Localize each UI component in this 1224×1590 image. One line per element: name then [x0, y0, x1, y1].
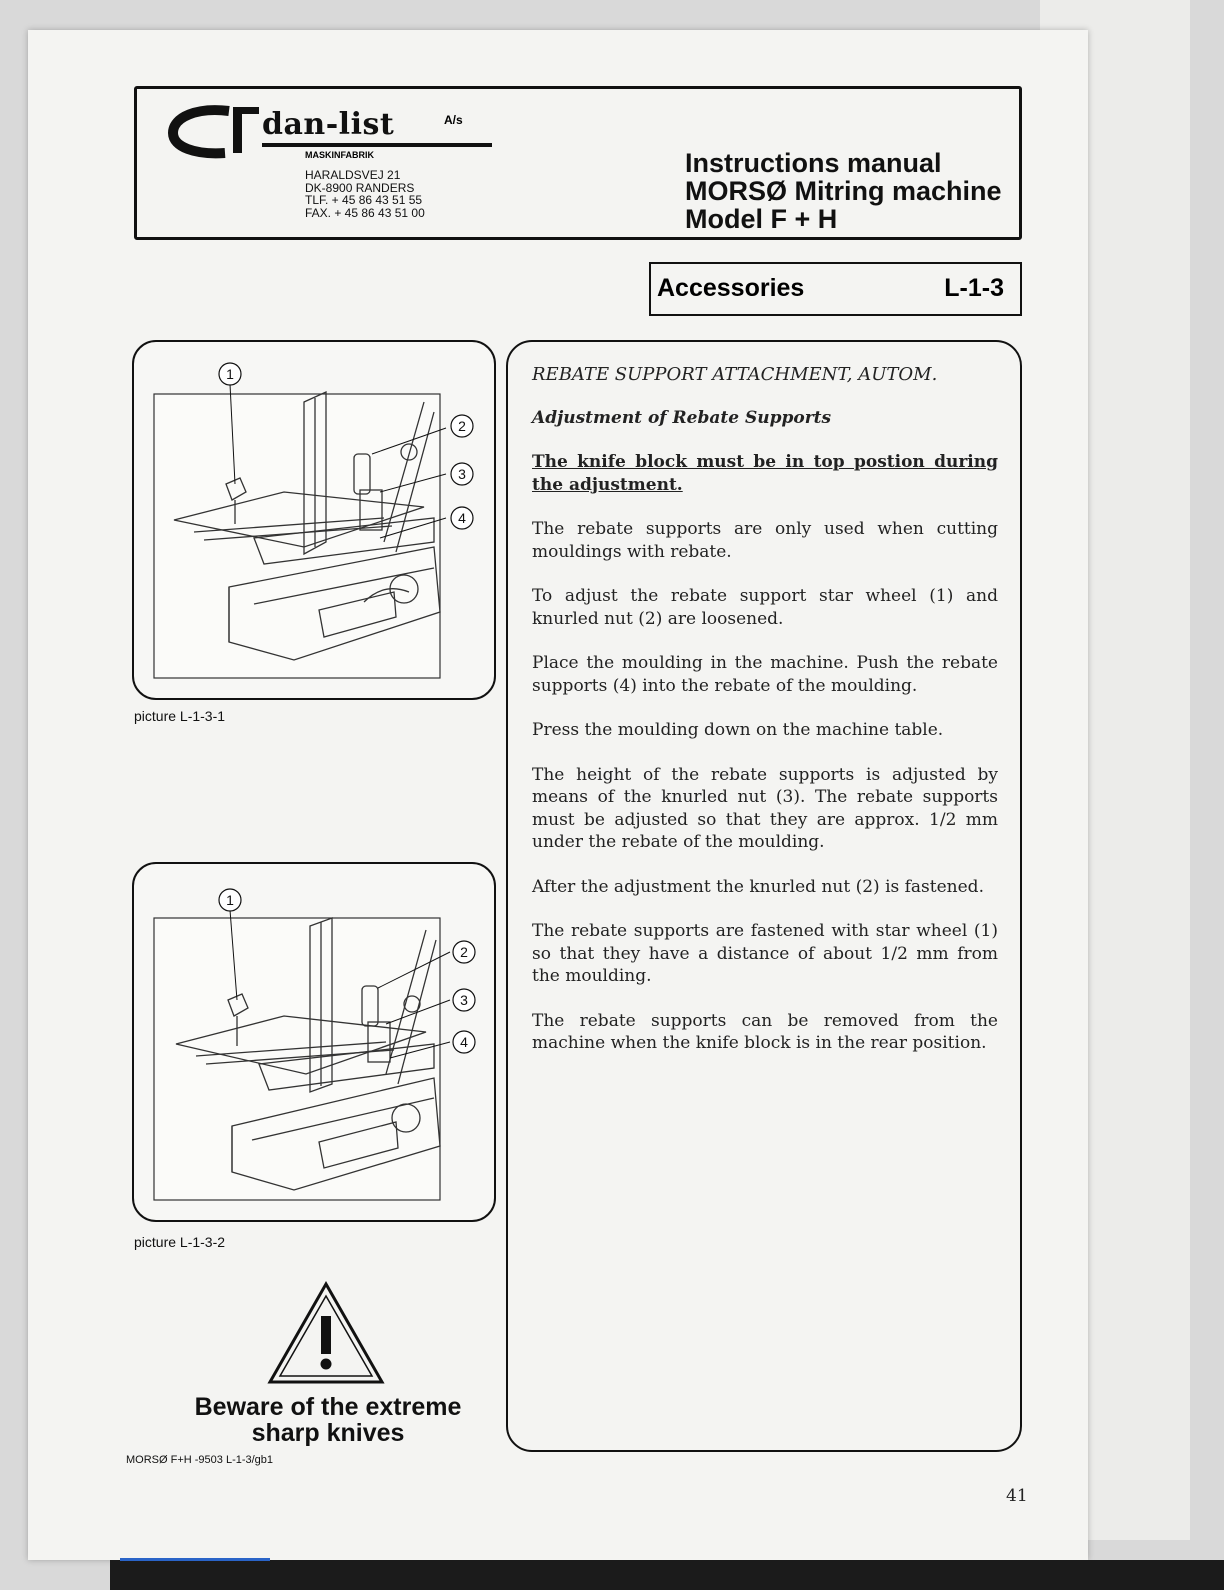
- company-logo: [167, 103, 467, 223]
- logo-rule: [262, 143, 492, 147]
- instruction-paragraph: After the adjustment the knurled nut (2) is fastened.: [532, 876, 984, 897]
- picture-2-frame: [132, 862, 496, 1222]
- instruction-paragraph: Place the moulding in the machine. Push the rebate supports (4) into the rebate of the moulding.: [532, 653, 998, 696]
- callout-label: 2: [460, 944, 468, 960]
- manual-title-line: MORSØ Mitring machine: [685, 176, 1002, 206]
- document-footer: MORSØ F+H -9503 L-1-3/gb1: [126, 1454, 274, 1466]
- warning-text-line: Beware of the extreme: [194, 1393, 462, 1421]
- address-line: TLF. + 45 86 43 51 55: [305, 193, 423, 207]
- callout-label: 1: [226, 366, 234, 382]
- address-line: FAX. + 45 86 43 51 00: [305, 205, 425, 220]
- warning-text: [190, 1394, 466, 1446]
- scan-edge-mark: [120, 1558, 270, 1561]
- manual-title-line: Model F + H: [685, 204, 838, 234]
- instruction-paragraph: The height of the rebate supports is adjusted by means of the knurled nut (3). The rebate supports must be adjusted so that they are approx. 1/2 mm under the rebate of the moulding.: [532, 764, 998, 852]
- brand-name: dan-list: [262, 107, 395, 142]
- machine-illustration-2: [134, 864, 498, 1224]
- section-code: L-1-3: [944, 274, 1004, 302]
- section-heading: REBATE SUPPORT ATTACHMENT, AUTOM.: [532, 364, 938, 385]
- manual-title-line: Instructions manual: [685, 148, 942, 178]
- instruction-paragraph: The rebate supports are only used when cutting mouldings with rebate.: [532, 519, 998, 562]
- brand-suffix: A/s: [444, 113, 463, 127]
- warning-text-line: sharp knives: [251, 1419, 405, 1447]
- callout-label: 4: [458, 510, 466, 526]
- machine-illustration-1: [134, 342, 498, 702]
- address-line: DK-8900 RANDERS: [305, 180, 415, 195]
- page-number: 41: [1006, 1486, 1028, 1506]
- callout-label: 1: [226, 892, 234, 908]
- picture-2-caption: picture L-1-3-2: [134, 1234, 226, 1250]
- section-subheading: Adjustment of Rebate Supports: [532, 407, 832, 428]
- callout-label: 3: [458, 466, 466, 482]
- callout-label: 3: [460, 992, 468, 1008]
- scan-edge: [110, 1560, 1224, 1590]
- instructions-text: [532, 364, 998, 1077]
- section-header: [649, 262, 1022, 316]
- company-subtitle: MASKINFABRIK: [305, 150, 374, 160]
- picture-1-caption: picture L-1-3-1: [134, 708, 226, 724]
- instruction-paragraph: To adjust the rebate support star wheel (1) and knurled nut (2) are loosened.: [532, 586, 998, 629]
- address-line: HARALDSVEJ 21: [305, 168, 401, 182]
- instruction-paragraph: Press the moulding down on the machine table.: [532, 720, 944, 740]
- warning-triangle-icon: [266, 1280, 386, 1386]
- manual-title: [685, 149, 1002, 233]
- warning-line: The knife block must be in top postion during the adjustment.: [532, 452, 998, 495]
- callout-label: 2: [458, 418, 466, 434]
- callout-label: 4: [460, 1034, 468, 1050]
- company-address: [305, 169, 425, 219]
- instruction-paragraph: The rebate supports are fastened with star wheel (1) so that they have a distance of about 1/2 mm from the moulding.: [532, 921, 998, 986]
- instructions-frame: [506, 340, 1022, 1452]
- header-box: [134, 86, 1022, 240]
- instruction-paragraph: The rebate supports can be removed from the machine when the knife block is in the rear position.: [532, 1010, 998, 1053]
- logo-mark-icon: [167, 103, 262, 163]
- picture-1-frame: [132, 340, 496, 700]
- section-name: Accessories: [657, 274, 805, 302]
